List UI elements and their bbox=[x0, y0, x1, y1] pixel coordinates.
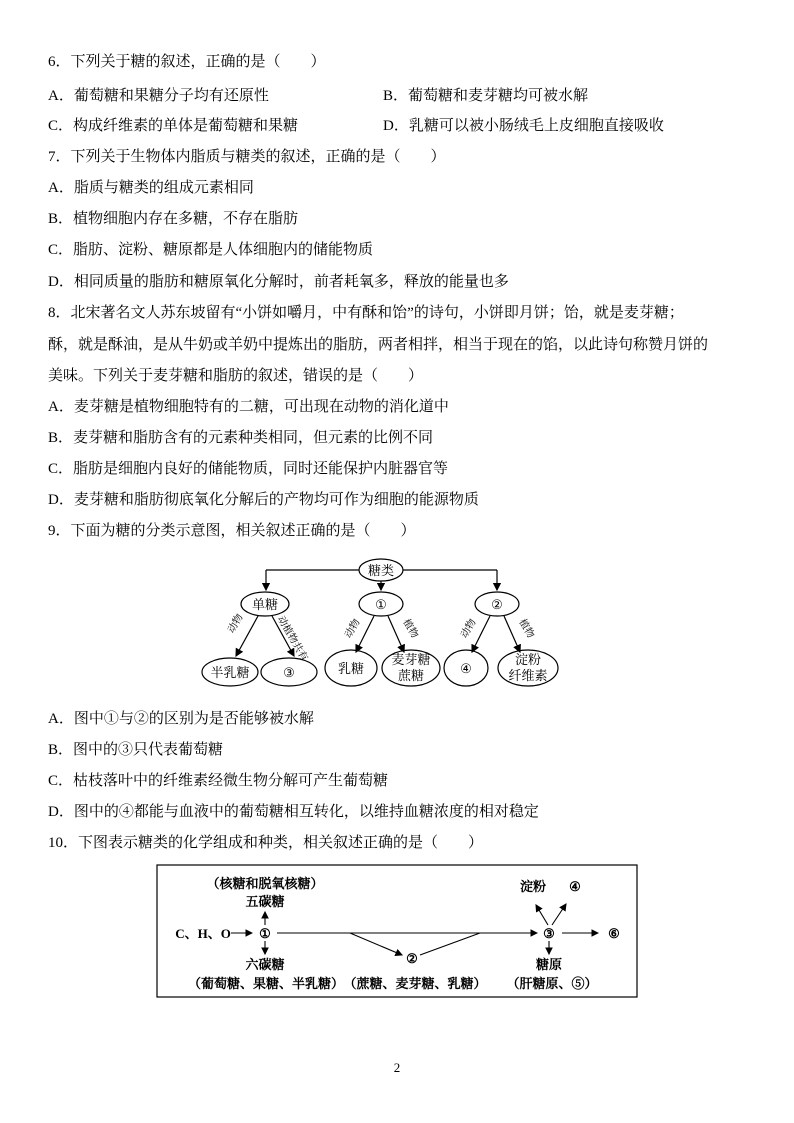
label-n2: ② bbox=[491, 597, 503, 612]
q6-stem: 6．下列关于糖的叙述，正确的是（ ） bbox=[48, 54, 326, 70]
label-root: 糖类 bbox=[367, 563, 395, 578]
label-cellulose: 纤维素 bbox=[508, 668, 548, 683]
label-galactose: 半乳糖 bbox=[210, 665, 250, 680]
q10-n6: ⑥ bbox=[608, 926, 620, 941]
q10-stem: 10．下图表示糖类的化学组成和种类，相关叙述正确的是（ ） bbox=[48, 835, 484, 851]
label-starch: 淀粉 bbox=[514, 652, 542, 667]
q8-stem-line-3: 美味。下列关于麦芽糖和脂肪的叙述，错误的是（ ） bbox=[48, 368, 424, 384]
q6-option-c: C．构成纤维素的单体是葡萄糖和果糖 bbox=[48, 118, 299, 134]
q9-stem: 9．下面为糖的分类示意图，相关叙述正确的是（ ） bbox=[48, 523, 416, 539]
q9-option-d: D．图中的④都能与血液中的葡萄糖相互转化，以维持血糖浓度的相对稳定 bbox=[48, 804, 539, 820]
q10-n3: ③ bbox=[543, 926, 555, 941]
q8-option-d: D．麦芽糖和脂肪彻底氧化分解后的产物均可作为细胞的能源物质 bbox=[48, 492, 479, 508]
label-sucrose: 蔗糖 bbox=[397, 668, 425, 683]
q8-stem-line-2: 酥，就是酥油，是从牛奶或羊奶中提炼出的脂肪，两者相拌，相当于现在的馅，以此诗句称赞月饼的 bbox=[48, 337, 709, 353]
q10-hexose: 六碳糖 bbox=[245, 957, 285, 972]
label-4: ④ bbox=[460, 661, 472, 676]
edge-label-animal-1: 动物 bbox=[226, 612, 246, 636]
q9-option-a: A．图中①与②的区别为是否能够被水解 bbox=[48, 711, 314, 727]
q10-n2: ② bbox=[406, 951, 418, 966]
q6-option-a: A．葡萄糖和果糖分子均有还原性 bbox=[48, 88, 269, 104]
q7-option-a: A．脂质与糖类的组成元素相同 bbox=[48, 180, 254, 196]
label-n1: ① bbox=[375, 597, 387, 612]
q6-option-b: B．葡萄糖和麦芽糖均可被水解 bbox=[383, 88, 589, 104]
q8-option-a: A．麦芽糖是植物细胞特有的二糖，可出现在动物的消化道中 bbox=[48, 399, 449, 415]
q10-elements: C、H、O bbox=[175, 926, 231, 941]
q8-option-c: C．脂肪是细胞内良好的储能物质，同时还能保护内脏器官等 bbox=[48, 461, 449, 477]
q10-n1: ① bbox=[259, 926, 271, 941]
q10-starch: 淀粉 bbox=[519, 879, 547, 894]
edge-label-both: 动植物共有 bbox=[274, 614, 310, 664]
q6-option-d: D．乳糖可以被小肠绒毛上皮细胞直接吸收 bbox=[383, 118, 664, 134]
label-maltose: 麦芽糖 bbox=[391, 652, 431, 667]
q10-hexose-paren: （葡萄糖、果糖、半乳糖） bbox=[187, 976, 345, 991]
q10-n4: ④ bbox=[569, 879, 581, 894]
q7-option-b: B．植物细胞内存在多糖，不存在脂肪 bbox=[48, 211, 299, 227]
page-number: 2 bbox=[393, 1060, 401, 1075]
q7-option-c: C．脂肪、淀粉、糖原都是人体细胞内的储能物质 bbox=[48, 242, 374, 258]
q7-option-d: D．相同质量的脂肪和糖原氧化分解时，前者耗氧多，释放的能量也多 bbox=[48, 274, 509, 290]
q8-option-b: B．麦芽糖和脂肪含有的元素种类相同，但元素的比例不同 bbox=[48, 430, 434, 446]
edge-label-plant-1: 植物 bbox=[400, 617, 420, 641]
q9-option-c: C．枯枝落叶中的纤维素经微生物分解可产生葡萄糖 bbox=[48, 773, 389, 789]
q10-pentose: 五碳糖 bbox=[245, 894, 285, 909]
q10-glycogen: 糖原 bbox=[535, 957, 563, 972]
q10-top-paren: （核糖和脱氧核糖） bbox=[206, 876, 324, 891]
edge-label-animal-3: 动物 bbox=[459, 617, 479, 641]
q7-stem: 7．下列关于生物体内脂质与糖类的叙述，正确的是（ ） bbox=[48, 149, 446, 165]
label-lactose: 乳糖 bbox=[337, 661, 365, 676]
label-mono: 单糖 bbox=[251, 597, 279, 612]
q10-glycogen-paren: （肝糖原、⑤） bbox=[506, 976, 598, 991]
q8-stem-line-1: 8．北宋著名文人苏东坡留有“小饼如嚼月，中有酥和饴”的诗句，小饼即月饼；饴，就是麦芽糖； bbox=[48, 305, 684, 321]
q10-n2-paren: （蔗糖、麦芽糖、乳糖） bbox=[343, 976, 487, 991]
q9-option-b: B．图中的③只代表葡萄糖 bbox=[48, 742, 224, 758]
edge-label-plant-2: 植物 bbox=[516, 617, 536, 641]
label-3: ③ bbox=[283, 665, 295, 680]
edge-label-animal-2: 动物 bbox=[343, 617, 363, 641]
